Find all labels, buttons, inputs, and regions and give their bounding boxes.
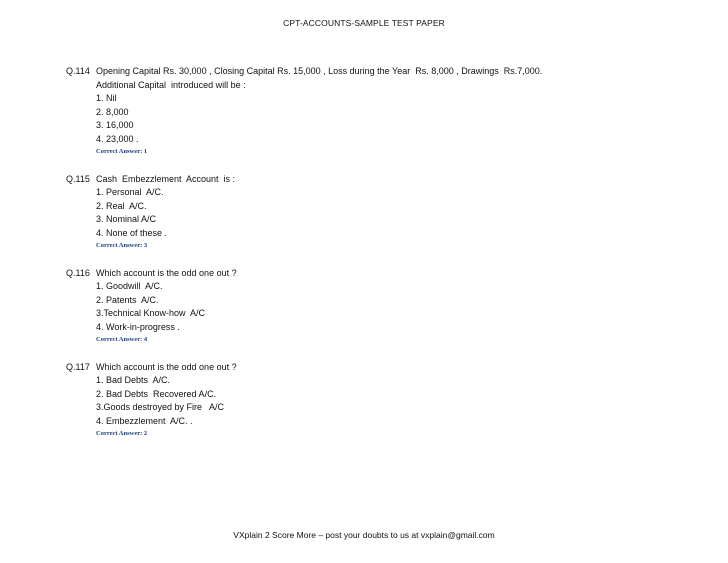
question-number: Q.114 [66, 66, 90, 76]
option-4: 4. Embezzlement A/C. . [96, 415, 193, 426]
question-line [66, 65, 706, 79]
option-4: 4. Work-in-progress . [96, 321, 180, 332]
page-header [0, 18, 728, 28]
question-117 [66, 361, 706, 440]
page-title: CPT-ACCOUNTS-SAMPLE TEST PAPER [283, 18, 445, 28]
question-114 [66, 65, 706, 157]
question-text: Opening Capital Rs. 30,000 , Closing Capital Rs. 15,000 , Loss during the Year Rs. 8,000 , Drawings Rs.7,000. [96, 66, 543, 76]
option-3: 3.Technical Know-how A/C [96, 308, 206, 318]
question-text: Which account is the odd one out ? [96, 361, 237, 372]
question-text-continued: Additional Capital introduced will be : [96, 79, 246, 90]
option-2: 2. 8,000 [96, 106, 129, 117]
page-footer [0, 530, 728, 540]
option-3: 3.Goods destroyed by Fire A/C [96, 402, 225, 412]
question-text: Which account is the odd one out ? [96, 267, 237, 278]
correct-answer: Correct Answer: 2 [96, 430, 148, 437]
question-line [66, 361, 706, 375]
option-1: 1. Goodwill A/C. [96, 281, 163, 291]
option-2: 2. Bad Debts Recovered A/C. [96, 388, 217, 399]
option-1: 1. Personal A/C. [96, 187, 164, 197]
option-2: 2. Real A/C. [96, 200, 147, 211]
question-text: Cash Embezzlement Account is : [96, 173, 236, 184]
option-1: 1. Nil [96, 93, 117, 103]
option-4: 4. None of these . [96, 227, 168, 238]
question-line [66, 267, 706, 281]
question-number: Q.116 [66, 267, 90, 278]
correct-answer: Correct Answer: 3 [96, 242, 148, 249]
question-line [66, 173, 706, 187]
option-3: 3. 16,000 [96, 120, 134, 130]
correct-answer: Correct Answer: 4 [96, 336, 148, 343]
correct-answer: Correct Answer: 1 [96, 148, 148, 155]
question-number: Q.115 [66, 173, 90, 184]
question-list [66, 65, 706, 455]
question-115 [66, 173, 706, 252]
question-number: Q.117 [66, 361, 90, 372]
question-116 [66, 267, 706, 346]
option-1: 1. Bad Debts A/C. [96, 375, 171, 385]
option-3: 3. Nominal A/C [96, 214, 157, 224]
option-2: 2. Patents A/C. [96, 294, 159, 305]
option-4: 4. 23,000 . [96, 133, 139, 144]
footer-text: VXplain 2 Score More – post your doubts to us at vxplain@gmail.com [233, 530, 495, 540]
